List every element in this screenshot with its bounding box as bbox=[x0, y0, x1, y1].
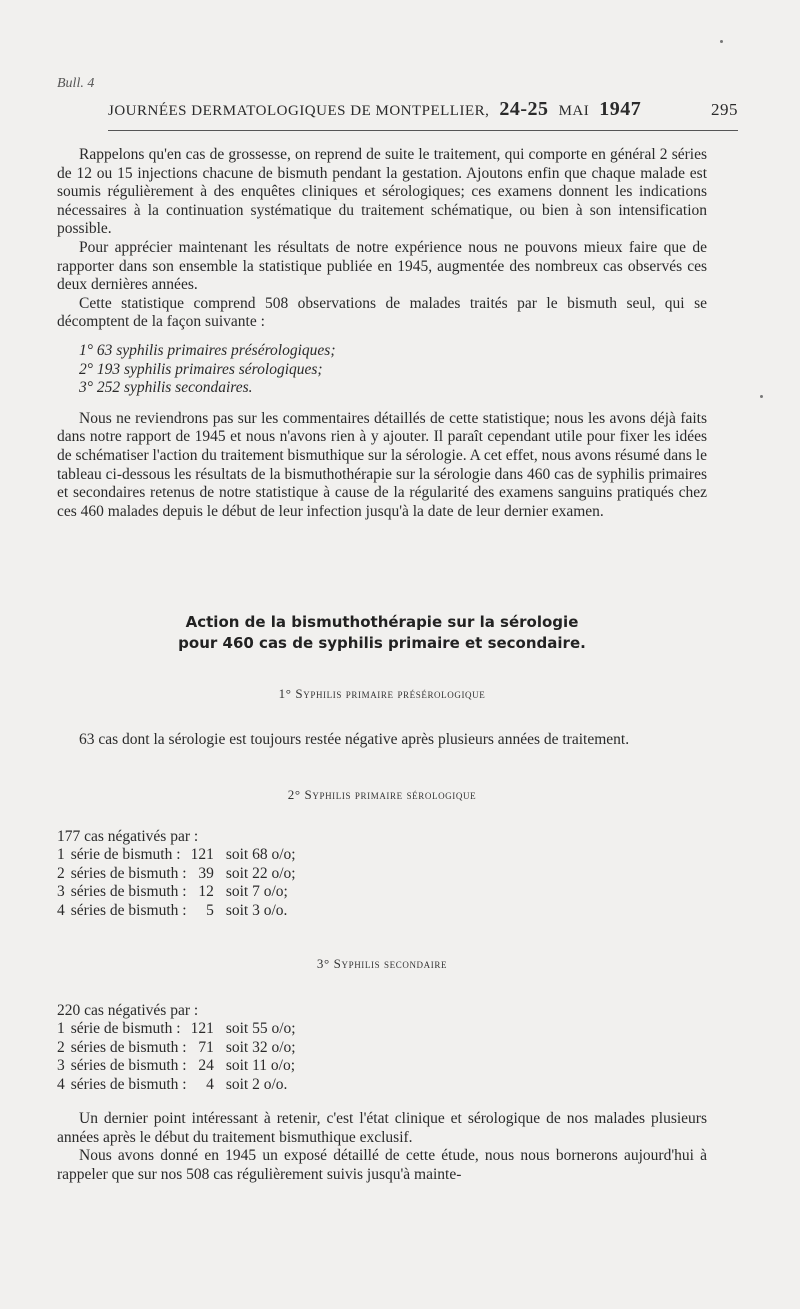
table-row: 2 séries de bismuth : 39 soit 22 o/o; bbox=[57, 864, 296, 882]
header-rule bbox=[108, 130, 738, 131]
paragraph-6: Nous avons donné en 1945 un exposé détaillé de cette étude, nous nous bornerons aujourd'hui à rappeler que sur nos 508 cas régulièrement suivis jusqu'à mainte- bbox=[57, 1147, 707, 1183]
paragraph-5: Un dernier point intéressant à retenir, c'est l'état clinique et sérologique de nos malades plusieurs années après le début du traitement bismuthique exclusif. bbox=[57, 1110, 707, 1146]
subheading-1: 1° Syphilis primaire présérologique bbox=[278, 686, 486, 701]
table-row: 4 séries de bismuth : 4 soit 2 o/o. bbox=[57, 1075, 288, 1093]
subheading-3: 3° Syphilis secondaire bbox=[316, 956, 448, 971]
table-row: 3 séries de bismuth : 24 soit 11 o/o; bbox=[57, 1057, 295, 1075]
paragraph-4: Nous ne reviendrons pas sur les commentaires détaillés de cette statistique; nous les avons déjà faits dans notre rapport de 1945 et nous n'avons rien à y ajouter. Il paraît cependant utile pour fixer les idées de schématiser l'action du traitement bismuthique sur la sérologie. A cet effet, nous avons résumé dans le tableau ci-dessous les résultats de la bismuthothérapie sur la sérologie dans 460 cas de syphilis primaires et secondaires retenus de notre statistique à cause de la régularité des examens sanguins pratiqués chez ces 460 malades depuis le début de leur infection jusqu'à la date de leur dernier examen. bbox=[57, 409, 707, 520]
running-header bbox=[108, 98, 738, 121]
paragraph-1: Rappelons qu'en cas de grossesse, on reprend de suite le traitement, qui comporte en général 2 séries de 12 ou 15 injections chacune de bismuth pendant la gestation. Ajoutons enfin que chaque malade est soumis régulièrement à des enquêtes cliniques et sérologiques; ces examens donnent les indications nécessaires à la continuation systématique du traitement schématique, ou bien à son intensification possible. bbox=[57, 146, 707, 238]
subsection-2-table bbox=[57, 846, 300, 920]
table-row: 2 séries de bismuth : 71 soit 32 o/o; bbox=[57, 1038, 296, 1056]
list-item: 1° 63 syphilis primaires présérologiques; bbox=[79, 341, 336, 359]
subsection-1-text: 63 cas dont la sérologie est toujours restée négative après plusieurs années de traitement. bbox=[79, 731, 630, 748]
paragraph-3: Cette statistique comprend 508 observations de malades traités par le bismuth seul, qui se décomptent de la façon suivante : bbox=[57, 294, 707, 331]
list-item: 3° 252 syphilis secondaires. bbox=[79, 379, 253, 397]
paragraph-2: Pour apprécier maintenant les résultats de notre expérience nous ne pouvons mieux faire que de rapporter dans son ensemble la statistique publiée en 1945, augmentée des nombreux cas observés ces deux dernières années. bbox=[57, 238, 707, 294]
subheading-2: 2° Syphilis primaire sérologique bbox=[287, 787, 477, 802]
journal-abbreviation: Bull. 4 bbox=[57, 76, 95, 91]
subsection-3-table bbox=[57, 1020, 300, 1094]
body-text bbox=[57, 146, 707, 521]
header-date: 24-25 bbox=[499, 98, 549, 120]
table-row: 3 séries de bismuth : 12 soit 7 o/o; bbox=[57, 883, 288, 901]
section-title: Action de la bismuthothérapie sur la sérologie pour 460 cas de syphilis primaire et secondaire. bbox=[178, 613, 586, 652]
table-row: 4 séries de bismuth : 5 soit 3 o/o. bbox=[57, 901, 288, 919]
subsection-2-total: 177 cas négativés par : bbox=[57, 828, 199, 845]
page-number: 295 bbox=[711, 100, 738, 119]
speck-mark bbox=[720, 40, 723, 43]
table-row: 1 série de bismuth : 121 soit 68 o/o; bbox=[57, 846, 296, 863]
header-month: MAI bbox=[558, 103, 590, 119]
speck-mark bbox=[760, 395, 763, 398]
table-row: 1 série de bismuth : 121 soit 55 o/o; bbox=[57, 1020, 296, 1037]
case-list bbox=[57, 342, 707, 398]
list-item: 2° 193 syphilis primaires sérologiques; bbox=[79, 360, 323, 378]
closing-text bbox=[57, 1110, 707, 1184]
subsection-3-total: 220 cas négativés par : bbox=[57, 1002, 199, 1019]
header-title: JOURNÉES DERMATOLOGIQUES DE MONTPELLIER, bbox=[108, 103, 490, 119]
header-year: 1947 bbox=[599, 98, 642, 120]
